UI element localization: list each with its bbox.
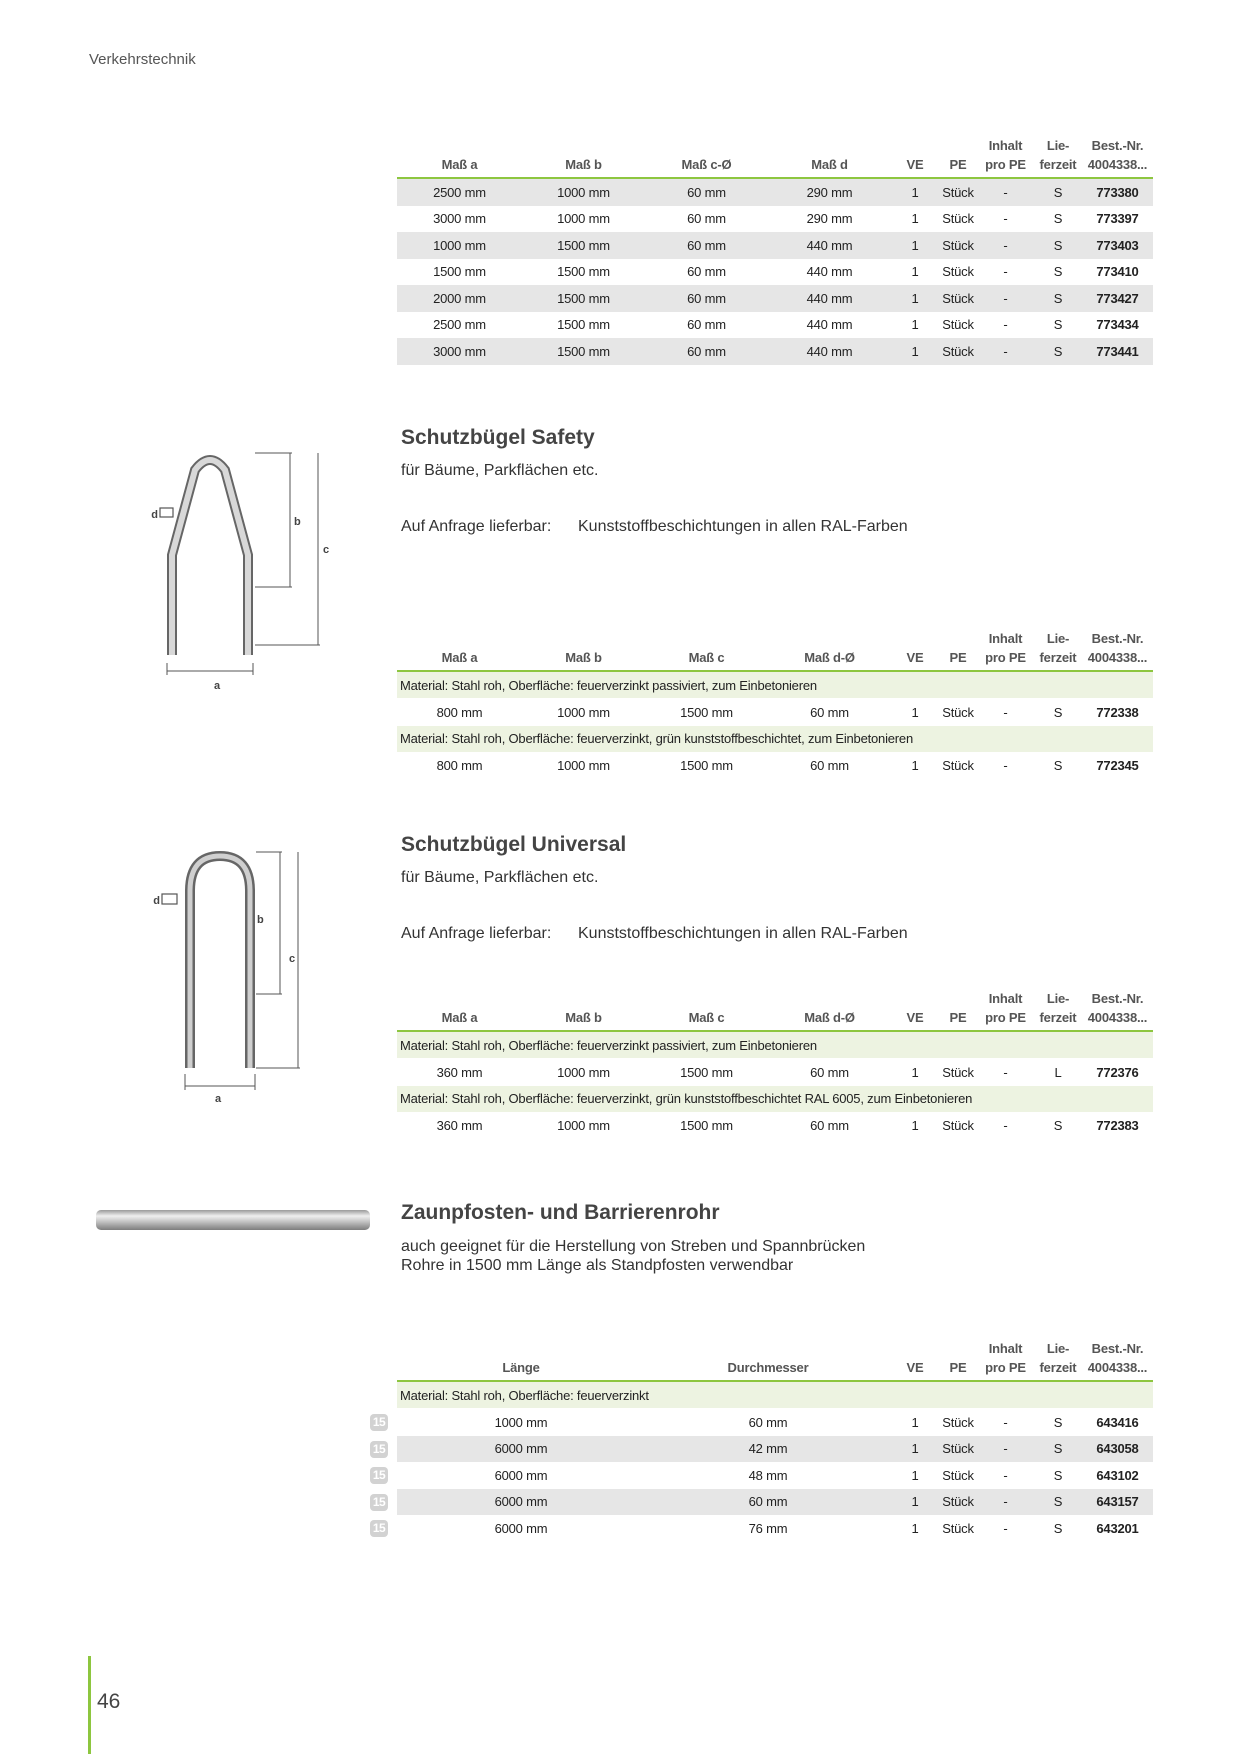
delivery-badge-icon: 15: [370, 1441, 388, 1458]
figure-label-b: b: [294, 516, 301, 528]
table-row: 800 mm 1000 mm 1500 mm 60 mm 1 Stück - S 772345: [397, 752, 1153, 779]
col-mass-a: Maß a: [397, 136, 522, 178]
table-row: 2500 mm 1500 mm 60 mm 440 mm 1 Stück - S 773434: [397, 312, 1153, 339]
title-zaunpfosten-barrierenrohr: Zaunpfosten- und Barrierenrohr: [401, 1201, 720, 1224]
article-number: 643157: [1082, 1489, 1153, 1516]
col-mass-c: Maß c: [645, 989, 768, 1031]
col-pe: PE: [939, 989, 977, 1031]
table-row: 15 1000 mm 60 mm 1 Stück - S 643416: [397, 1409, 1153, 1436]
article-number: 643201: [1096, 1520, 1139, 1536]
article-number: 772345: [1096, 758, 1139, 774]
table-row: 15 6000 mm 76 mm 1 Stück - S 643201: [397, 1515, 1153, 1542]
col-ve: VE: [891, 989, 939, 1031]
article-number: 643416: [1096, 1414, 1139, 1430]
article-number: 643058: [1082, 1436, 1153, 1463]
table-row: 2500 mm 1000 mm 60 mm 290 mm 1 Stück - S 773380: [397, 178, 1153, 206]
article-number: 773403: [1082, 232, 1153, 259]
table-row: 2000 mm 1500 mm 60 mm 440 mm 1 Stück - S 773427: [397, 285, 1153, 312]
article-number: 773397: [1096, 211, 1139, 227]
availability-universal: [401, 925, 908, 943]
material-row: Material: Stahl roh, Oberfläche: feuerverzinkt, grün kunststoffbeschichtet, zum Einbetonieren: [397, 726, 1153, 753]
product-table-rohr: [372, 1339, 1153, 1542]
title-schutzbuegel-universal: Schutzbügel Universal: [401, 833, 627, 856]
table-row: 3000 mm 1500 mm 60 mm 440 mm 1 Stück - S 773441: [397, 338, 1153, 365]
availability-value: Kunststoffbeschichtungen in allen RAL-Farben: [578, 518, 908, 535]
page-number: 46: [97, 1690, 121, 1713]
product-table-safety: [397, 629, 1153, 779]
col-mass-c: Maß c: [645, 629, 768, 671]
col-durchmesser: Durchmesser: [645, 1339, 891, 1381]
delivery-badge-icon: 15: [370, 1414, 388, 1431]
product-table-top: [397, 136, 1153, 365]
section-label: Verkehrstechnik: [89, 51, 196, 68]
figure-label-a: a: [214, 680, 221, 692]
subtitle-safety: für Bäume, Parkflächen etc.: [401, 462, 599, 479]
figure-label-d: d: [153, 895, 160, 907]
col-mass-d: Maß d: [768, 136, 891, 178]
col-bestnr: Best.-Nr. 4004338...: [1082, 1339, 1153, 1381]
table-row: 15 6000 mm 48 mm 1 Stück - S 643102: [397, 1462, 1153, 1489]
table-header-row: [397, 1339, 1153, 1381]
article-number: 773427: [1082, 285, 1153, 312]
table-row: 1000 mm 1500 mm 60 mm 440 mm 1 Stück - S 773403: [397, 232, 1153, 259]
article-number: 643102: [1096, 1467, 1139, 1483]
availability-label: Auf Anfrage lieferbar:: [401, 925, 552, 942]
table-row: 15 6000 mm 60 mm 1 Stück - S 643157: [397, 1489, 1153, 1516]
col-ve: VE: [891, 136, 939, 178]
rohr-image: [96, 1208, 370, 1232]
figure-label-a: a: [215, 1093, 222, 1105]
col-lieferzeit: Lie- ferzeit: [1034, 989, 1082, 1031]
table-row: 360 mm 1000 mm 1500 mm 60 mm 1 Stück - S 772383: [397, 1112, 1153, 1139]
material-row: Material: Stahl roh, Oberfläche: feuerverzinkt, grün kunststoffbeschichtet RAL 6005, zum Einbetonieren: [397, 1086, 1153, 1113]
footer-accent-bar: [88, 1656, 91, 1754]
article-number: 773380: [1082, 178, 1153, 206]
availability-value: Kunststoffbeschichtungen in allen RAL-Farben: [578, 925, 908, 942]
article-number: 772338: [1096, 704, 1139, 720]
col-mass-a: Maß a: [397, 989, 522, 1031]
article-number: 772376: [1096, 1064, 1139, 1080]
figure-label-b: b: [257, 914, 264, 926]
col-ve: VE: [891, 629, 939, 671]
delivery-badge-icon: 15: [370, 1520, 388, 1537]
figure-label-c: c: [289, 953, 296, 965]
description-line-1: auch geeignet für die Herstellung von Streben und Spannbrücken: [401, 1238, 866, 1255]
col-mass-b: Maß b: [522, 629, 645, 671]
delivery-badge-icon: 15: [370, 1467, 388, 1484]
table-header-row: [397, 136, 1153, 178]
col-pe: PE: [939, 629, 977, 671]
product-table-universal: [397, 989, 1153, 1139]
col-mass-a: Maß a: [397, 629, 522, 671]
col-inhalt: Inhalt pro PE: [977, 136, 1034, 178]
table-row: 1500 mm 1500 mm 60 mm 440 mm 1 Stück - S 773410: [397, 259, 1153, 286]
availability-label: Auf Anfrage lieferbar:: [401, 518, 552, 535]
schutzbuegel-universal-drawing: [150, 846, 310, 1106]
col-lieferzeit: Lie- ferzeit: [1034, 1339, 1082, 1381]
col-inhalt: Inhalt pro PE: [977, 1339, 1034, 1381]
col-lieferzeit: Lie- ferzeit: [1034, 136, 1082, 178]
article-number: 773434: [1096, 317, 1139, 333]
schutzbuegel-safety-drawing: [150, 445, 340, 695]
col-lieferzeit: Lie- ferzeit: [1034, 629, 1082, 671]
col-bestnr: Best.-Nr. 4004338...: [1082, 629, 1153, 671]
col-ve: VE: [891, 1339, 939, 1381]
col-mass-d: Maß d-Ø: [768, 989, 891, 1031]
title-schutzbuegel-safety: Schutzbügel Safety: [401, 426, 595, 449]
col-inhalt: Inhalt pro PE: [977, 989, 1034, 1031]
article-number: 773410: [1096, 264, 1139, 280]
material-row: Material: Stahl roh, Oberfläche: feuerverzinkt passiviert, zum Einbetonieren: [397, 671, 1153, 699]
col-mass-d: Maß d-Ø: [768, 629, 891, 671]
col-pe: PE: [939, 136, 977, 178]
table-row: 360 mm 1000 mm 1500 mm 60 mm 1 Stück - L 772376: [397, 1059, 1153, 1086]
table-row: 15 6000 mm 42 mm 1 Stück - S 643058: [397, 1436, 1153, 1463]
col-mass-b: Maß b: [522, 989, 645, 1031]
table-header-row: [397, 989, 1153, 1031]
article-number: 772383: [1096, 1118, 1139, 1134]
delivery-badge-icon: 15: [370, 1494, 388, 1511]
description-line-2: Rohre in 1500 mm Länge als Standpfosten verwendbar: [401, 1257, 794, 1274]
figure-label-c: c: [323, 544, 330, 556]
availability-safety: [401, 518, 908, 536]
material-row: Material: Stahl roh, Oberfläche: feuerverzinkt: [397, 1381, 1153, 1409]
col-pe: PE: [939, 1339, 977, 1381]
article-number: 773441: [1082, 338, 1153, 365]
col-laenge: Länge: [397, 1339, 645, 1381]
subtitle-universal: für Bäume, Parkflächen etc.: [401, 869, 599, 886]
material-row: Material: Stahl roh, Oberfläche: feuerverzinkt passiviert, zum Einbetonieren: [397, 1031, 1153, 1059]
col-bestnr: Best.-Nr. 4004338...: [1082, 136, 1153, 178]
col-bestnr: Best.-Nr. 4004338...: [1082, 989, 1153, 1031]
figure-label-d: d: [151, 509, 158, 521]
table-row: 800 mm 1000 mm 1500 mm 60 mm 1 Stück - S 772338: [397, 699, 1153, 726]
col-inhalt: Inhalt pro PE: [977, 629, 1034, 671]
col-mass-b: Maß b: [522, 136, 645, 178]
table-header-row: [397, 629, 1153, 671]
col-mass-c: Maß c-Ø: [645, 136, 768, 178]
table-row: 3000 mm 1000 mm 60 mm 290 mm 1 Stück - S 773397: [397, 206, 1153, 233]
